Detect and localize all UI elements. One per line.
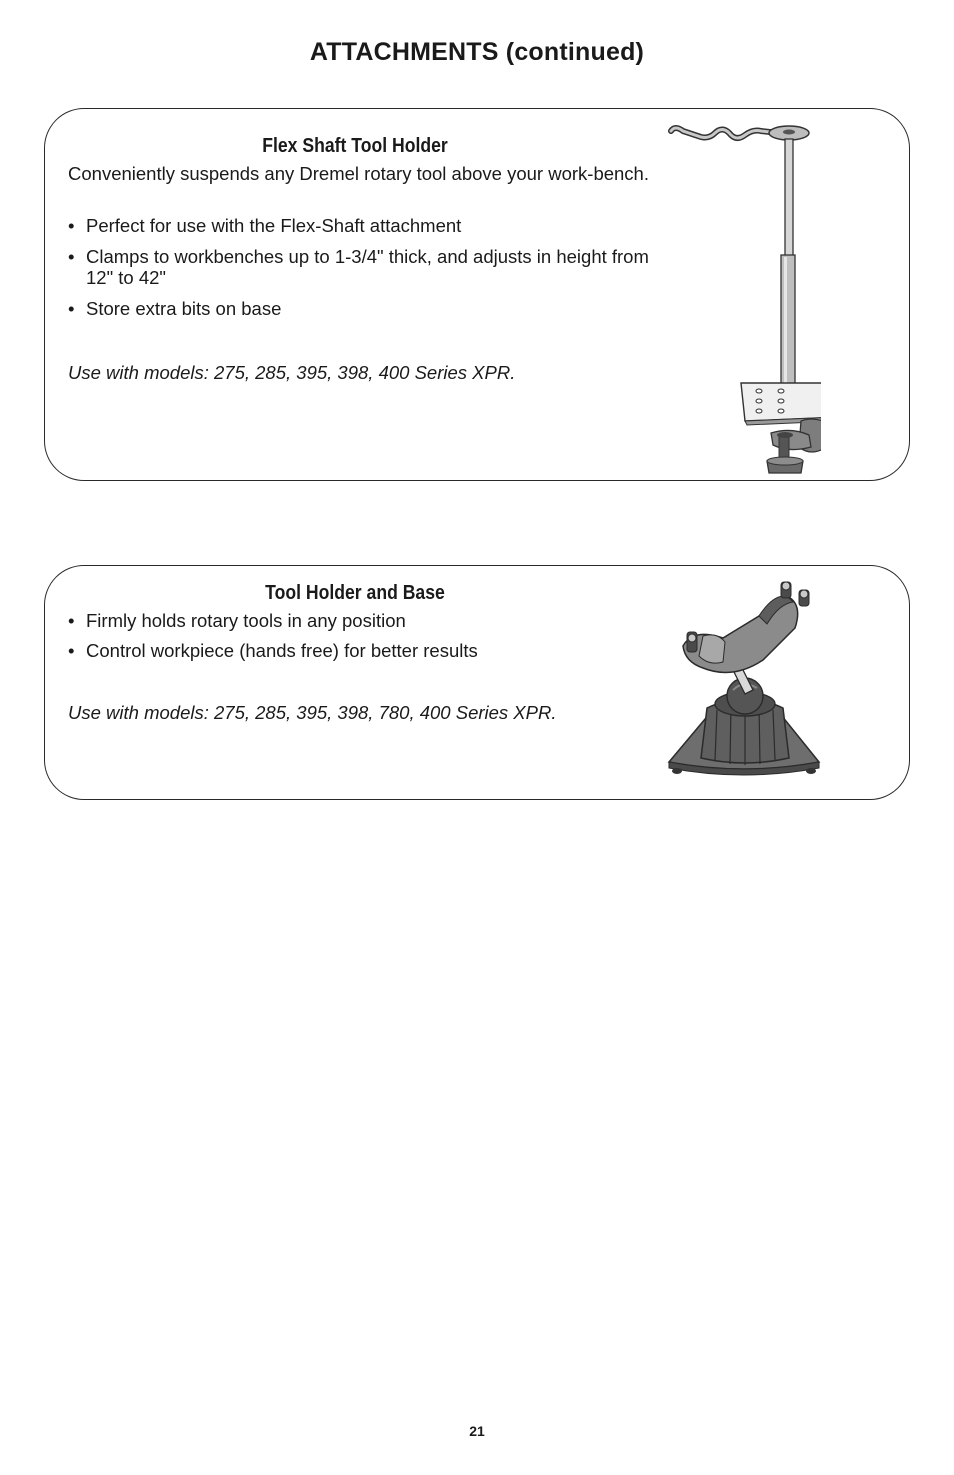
bullet-symbol: • <box>68 610 75 631</box>
list-item <box>68 610 658 631</box>
list-item <box>68 246 658 288</box>
flex-shaft-tool-holder-card <box>44 108 910 481</box>
list-item-text: Clamps to workbenches up to 1-3/4" thick, and adjusts in height from 12" to 42" <box>86 246 649 288</box>
tool-holder-and-base-card <box>44 565 910 800</box>
section-heading: Flex Shaft Tool Holder <box>262 135 448 157</box>
list-item-text: Firmly holds rotary tools in any position <box>86 610 406 631</box>
compatible-models: Use with models: 275, 285, 395, 398, 780, 400 Series XPR. <box>68 702 557 723</box>
flex-shaft-tool-holder-illustration <box>661 117 821 479</box>
list-item-text: Control workpiece (hands free) for better results <box>86 640 478 661</box>
page-title: ATTACHMENTS (continued) <box>309 38 645 66</box>
list-item <box>68 298 658 319</box>
section-intro: Conveniently suspends any Dremel rotary tool above your work-bench. <box>68 163 649 184</box>
bullet-symbol: • <box>68 298 75 319</box>
section-heading: Tool Holder and Base <box>265 582 445 604</box>
list-item <box>68 640 658 661</box>
list-item <box>68 215 658 236</box>
list-item-text: Store extra bits on base <box>86 298 282 319</box>
page-number: 21 <box>469 1423 485 1439</box>
list-item-text: Perfect for use with the Flex-Shaft attachment <box>86 215 462 236</box>
bullet-symbol: • <box>68 215 75 236</box>
bullet-symbol: • <box>68 640 75 661</box>
tool-holder-and-base-illustration <box>663 572 823 784</box>
bullet-symbol: • <box>68 246 75 267</box>
compatible-models: Use with models: 275, 285, 395, 398, 400 Series XPR. <box>68 362 516 383</box>
